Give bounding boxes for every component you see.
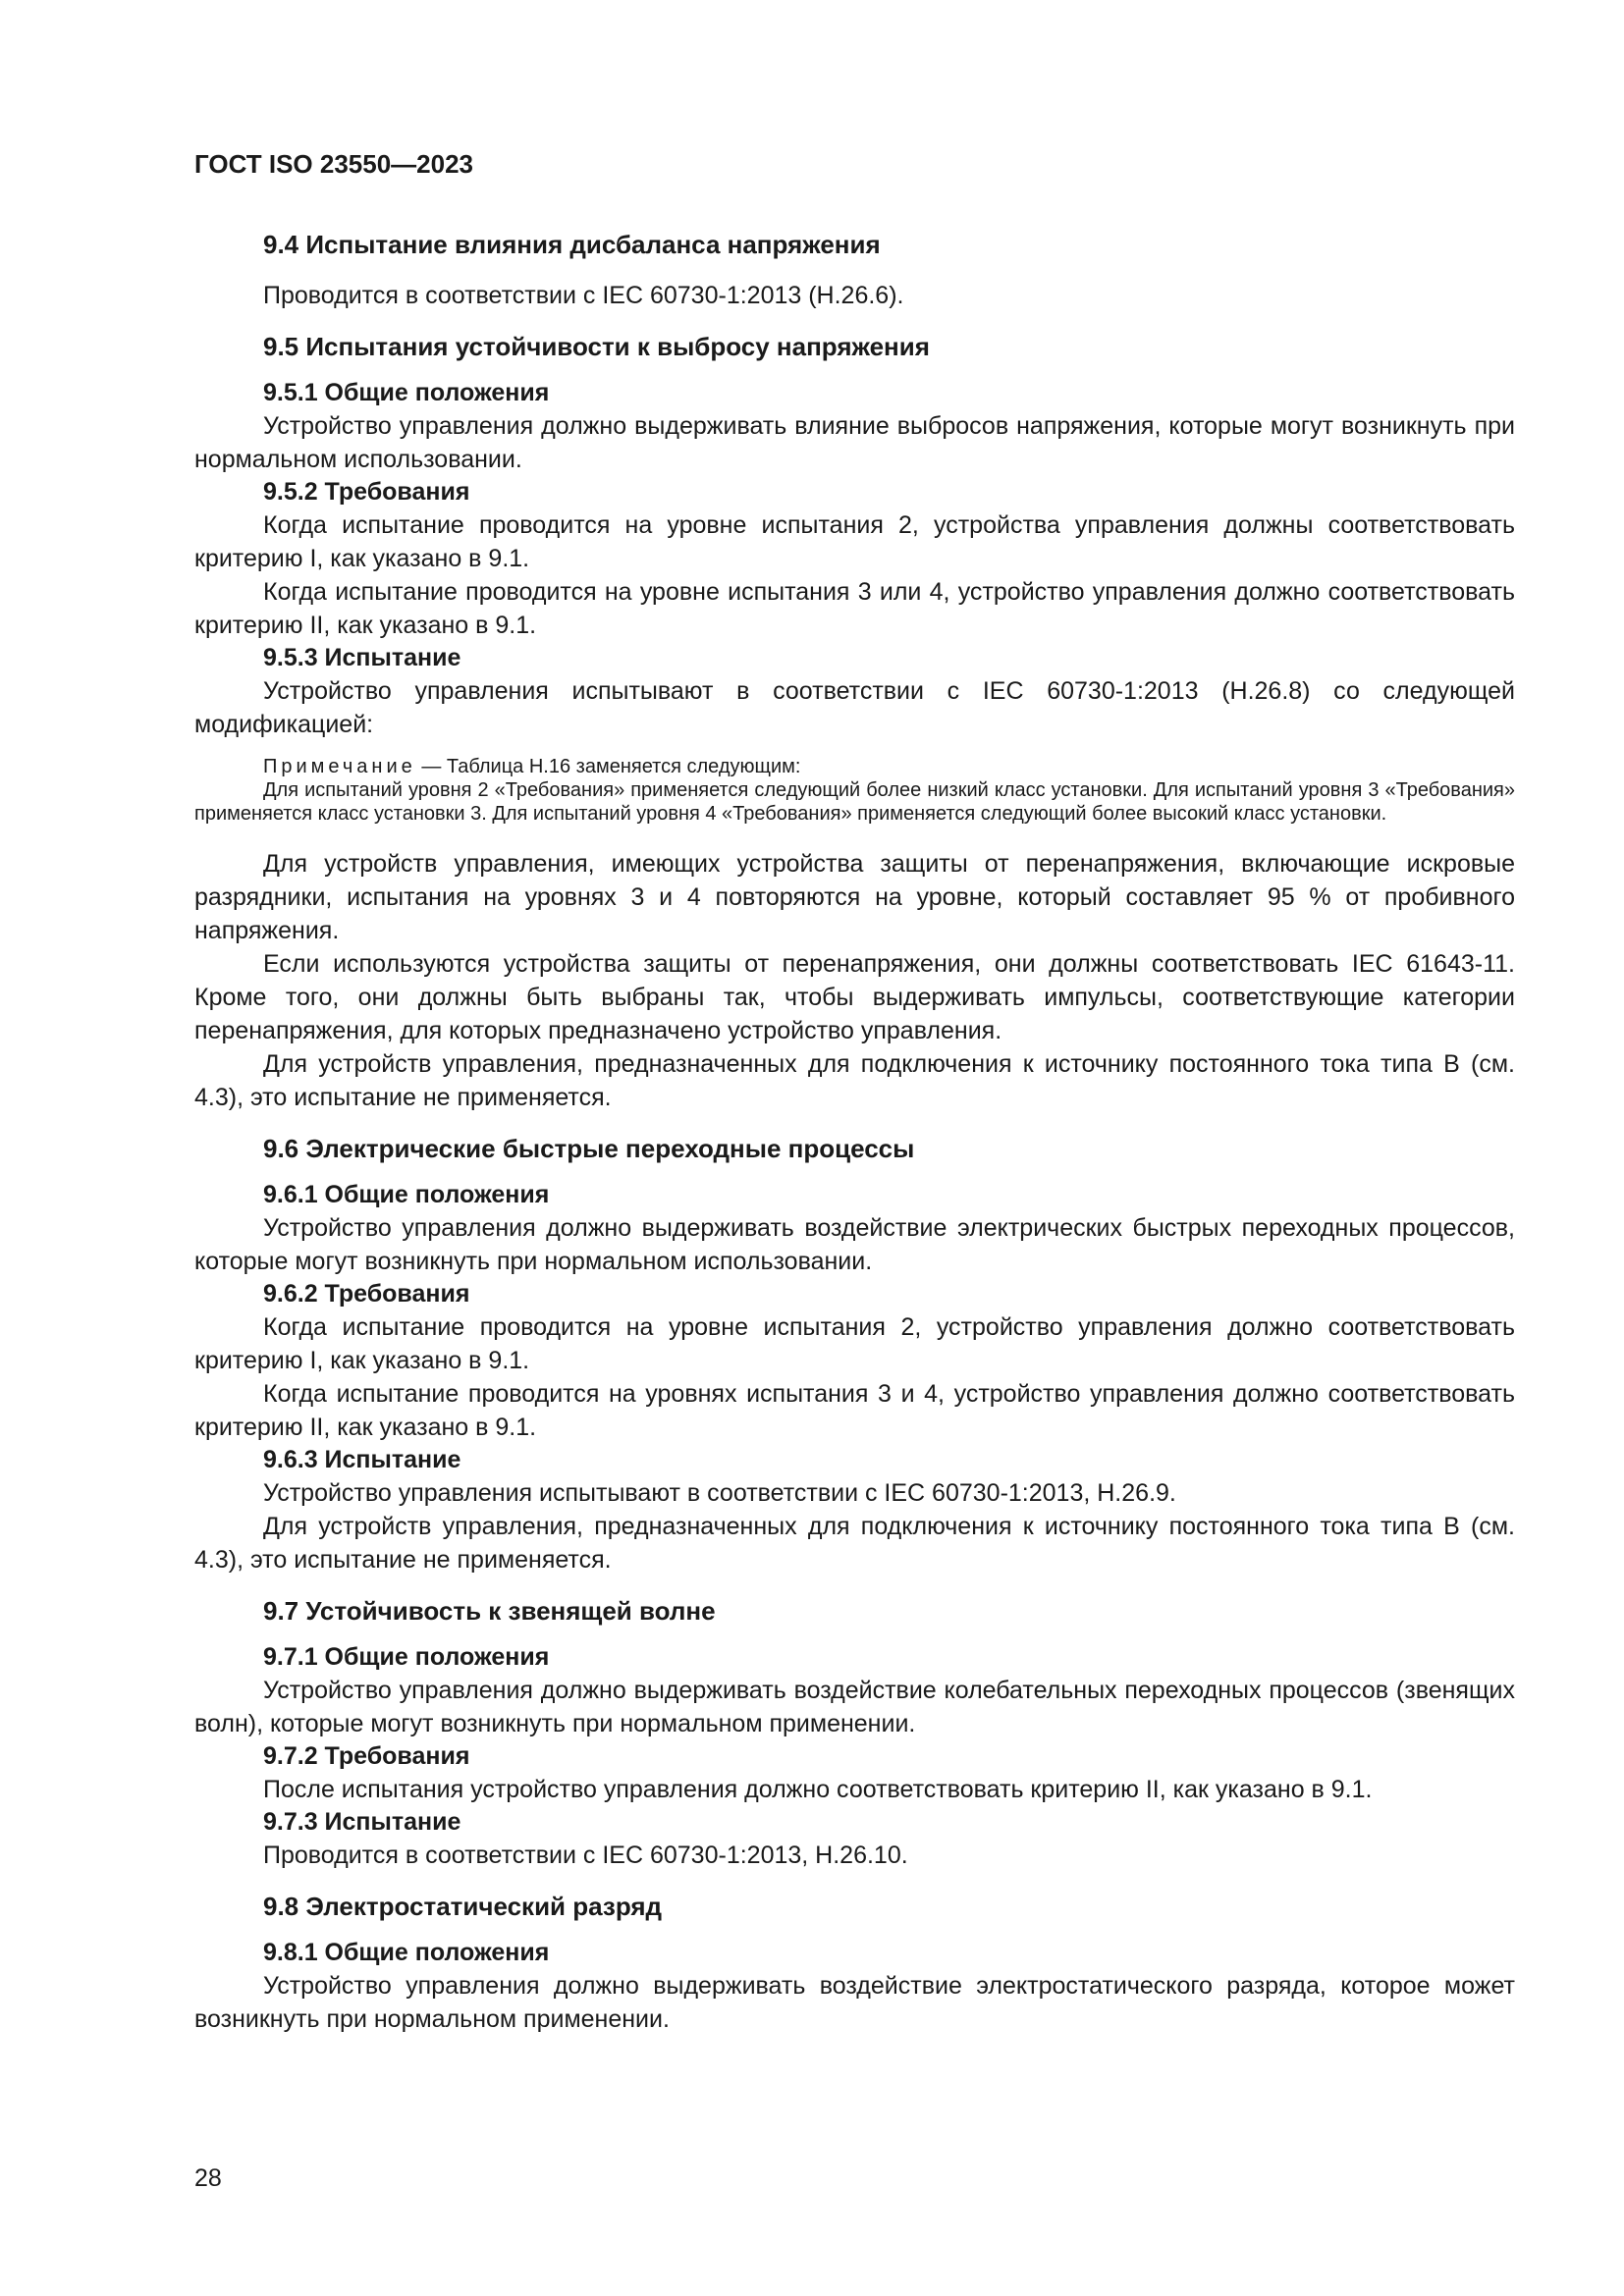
section-9-7-2-text: После испытания устройство управления должно соответствовать критерию II, как указано в 9.1. xyxy=(263,1776,1373,1803)
section-9-4-text: Проводится в соответствии с IEC 60730-1:2013 (H.26.6). xyxy=(263,282,904,309)
section-9-5-3-para-after-1: Для устройств управления, имеющих устройства защиты от перенапряжения, включающие искровые разрядники, испытания на уровнях 3 и 4 повторяются на уровне, который составляет 95 % от пробивного напряжения. xyxy=(194,850,1515,944)
section-9-7-title: 9.7 Устойчивость к звенящей волне xyxy=(263,1596,716,1626)
section-9-5-2-title: 9.5.2 Требования xyxy=(263,478,470,506)
section-9-7-1-text: Устройство управления должно выдерживать воздействие колебательных переходных процессов (звенящих волн), которые могут возникнуть при нормальном применении. xyxy=(194,1677,1515,1737)
page-number: 28 xyxy=(194,2164,222,2192)
note-block xyxy=(194,755,1515,778)
document-header: ГОСТ ISO 23550—2023 xyxy=(194,149,474,179)
section-9-8-1-text: Устройство управления должно выдерживать воздействие электростатического разряда, которое может возникнуть при нормальном применении. xyxy=(194,1972,1515,2033)
section-9-5-3-text: Устройство управления испытывают в соответствии с IEC 60730-1:2013 (H.26.8) со следующей модификацией: xyxy=(194,677,1515,738)
section-9-7-3-title: 9.7.3 Испытание xyxy=(263,1808,461,1836)
section-9-6-3-para-1: Устройство управления испытывают в соответствии с IEC 60730-1:2013, H.26.9. xyxy=(263,1479,1176,1507)
document-body xyxy=(194,228,1515,2036)
section-9-8-1-title: 9.8.1 Общие положения xyxy=(263,1939,550,1966)
section-9-5-3-para-after-2: Если используются устройства защиты от перенапряжения, они должны соответствовать IEC 61643-11. Кроме того, они должны быть выбраны так, чтобы выдерживать импульсы, соответствующие категории перенапряжения, для которых предназначено устройство управления. xyxy=(194,950,1515,1044)
section-9-6-1-title: 9.6.1 Общие положения xyxy=(263,1181,550,1208)
section-9-7-2-title: 9.7.2 Требования xyxy=(263,1742,470,1770)
section-9-4-title: 9.4 Испытание влияния дисбаланса напряжения xyxy=(263,230,881,259)
section-9-5-1-title: 9.5.1 Общие положения xyxy=(263,379,550,406)
section-9-6-title: 9.6 Электрические быстрые переходные процессы xyxy=(263,1134,915,1163)
section-9-6-3-para-2: Для устройств управления, предназначенных для подключения к источнику постоянного тока типа В (см. 4.3), это испытание не применяется. xyxy=(194,1513,1515,1574)
section-9-7-3-text: Проводится в соответствии с IEC 60730-1:2013, H.26.10. xyxy=(263,1842,908,1869)
section-9-6-3-title: 9.6.3 Испытание xyxy=(263,1446,461,1473)
section-9-5-3-para-after-3: Для устройств управления, предназначенных для подключения к источнику постоянного тока типа В (см. 4.3), это испытание не применяется. xyxy=(194,1050,1515,1111)
note-heading xyxy=(263,755,1515,778)
section-9-6-2-para-1: Когда испытание проводится на уровне испытания 2, устройство управления должно соответствовать критерию I, как указано в 9.1. xyxy=(194,1313,1515,1374)
section-9-5-1-text: Устройство управления должно выдерживать влияние выбросов напряжения, которые могут возникнуть при нормальном использовании. xyxy=(194,412,1515,473)
section-9-6-1-text: Устройство управления должно выдерживать воздействие электрических быстрых переходных процессов, которые могут возникнуть при нормальном использовании. xyxy=(194,1214,1515,1275)
section-9-5-2-para-2: Когда испытание проводится на уровне испытания 3 или 4, устройство управления должно соответствовать критерию II, как указано в 9.1. xyxy=(194,578,1515,639)
note-head-text: — Таблица Н.16 заменяется следующим: xyxy=(415,756,801,777)
section-9-5-title: 9.5 Испытания устойчивости к выбросу напряжения xyxy=(263,332,930,361)
section-9-6-2-para-2: Когда испытание проводится на уровнях испытания 3 и 4, устройство управления должно соответствовать критерию II, как указано в 9.1. xyxy=(194,1380,1515,1441)
section-9-8-title: 9.8 Электростатический разряд xyxy=(263,1892,663,1921)
section-9-6-2-title: 9.6.2 Требования xyxy=(263,1280,470,1308)
section-9-7-1-title: 9.7.1 Общие положения xyxy=(263,1643,550,1671)
section-9-5-3-title: 9.5.3 Испытание xyxy=(263,644,461,671)
note-label: Примечание xyxy=(263,756,416,777)
note-body: Для испытаний уровня 2 «Требования» применяется следующий более низкий класс установки. Для испытаний уровня 3 «Требования» применяется класс установки 3. Для испытаний уровня 4 «Требования» применяется следующий более высокий класс установки. xyxy=(194,779,1515,825)
section-9-5-2-para-1: Когда испытание проводится на уровне испытания 2, устройства управления должны соответствовать критерию I, как указано в 9.1. xyxy=(194,511,1515,572)
